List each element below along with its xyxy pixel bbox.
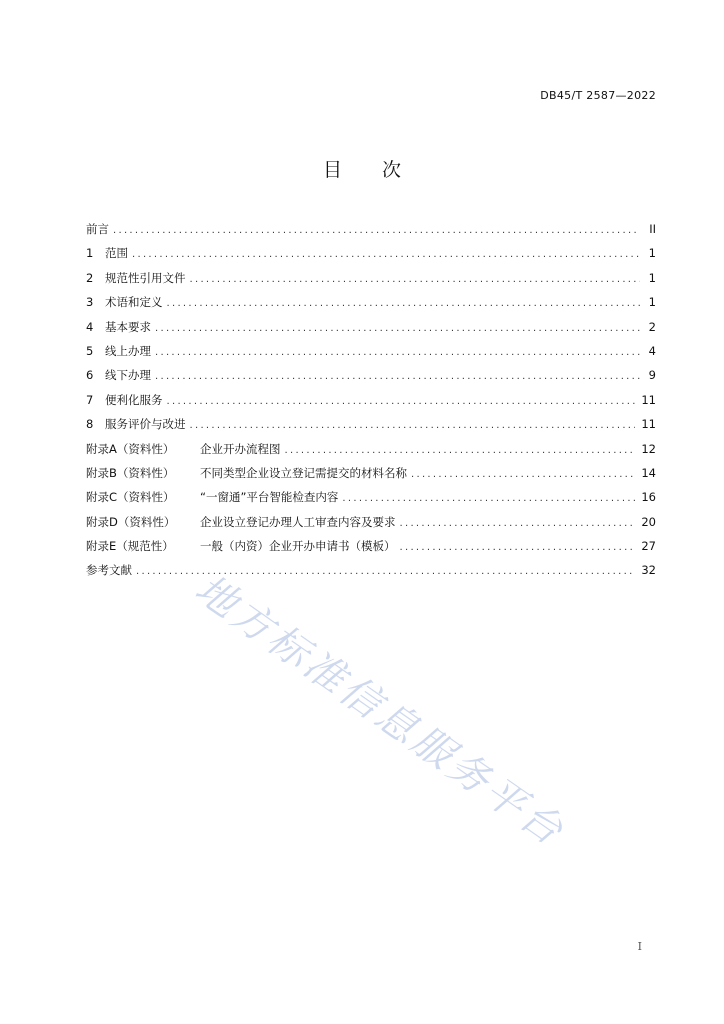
- toc-entry-number: 5: [86, 343, 94, 358]
- toc-entry-page: 4: [648, 343, 656, 358]
- document-code: DB45/T 2587—2022: [540, 89, 656, 102]
- toc-entry-title: 线上办理: [105, 343, 151, 358]
- toc-title: 目次: [322, 159, 441, 181]
- toc-entry-title: 基本要求: [105, 319, 151, 334]
- toc-entry-number: 7: [86, 392, 94, 407]
- toc-entry-number: 1: [86, 246, 94, 261]
- toc-entry-page: 11: [641, 417, 656, 432]
- dot-leader: [190, 414, 636, 438]
- watermark: 地方标准信息服务平台: [186, 565, 574, 856]
- page-number: I: [637, 940, 642, 953]
- toc-entry-number: 6: [86, 368, 94, 383]
- toc-entry-page: 11: [641, 392, 656, 407]
- toc-entry-page: 9: [648, 368, 656, 383]
- toc-entry-title: 便利化服务: [105, 392, 163, 407]
- dot-leader: [155, 317, 640, 341]
- toc-entry-3[interactable]: [86, 290, 656, 314]
- toc-entry-number: 3: [86, 295, 94, 310]
- toc-entry-8[interactable]: [86, 412, 656, 436]
- dot-leader: [167, 390, 636, 414]
- appendix-title: 不同类型企业设立登记需提交的材料名称: [200, 465, 407, 480]
- appendix-label: 附录D（资料性）: [86, 514, 176, 529]
- appendix-label: 附录B（资料性）: [86, 465, 175, 480]
- dot-leader: [411, 463, 635, 487]
- toc-entry-2[interactable]: [86, 266, 656, 290]
- appendix-label: 附录E（规范性）: [86, 539, 174, 554]
- toc-entry-page: II: [649, 222, 656, 236]
- toc-entry-7[interactable]: [86, 388, 656, 412]
- dot-leader: [155, 341, 640, 365]
- toc-entry-page: 16: [641, 490, 656, 505]
- toc-entry-page: 27: [641, 539, 656, 554]
- toc-entry-title: 服务评价与改进: [105, 417, 186, 432]
- table-of-contents: [86, 217, 656, 583]
- toc-entry-title: 参考文献: [86, 563, 132, 578]
- toc-entry-page: 1: [648, 246, 656, 261]
- appendix-title: 企业开办流程图: [200, 441, 281, 456]
- dot-leader: [342, 487, 635, 511]
- appendix-title: “一窗通”平台智能检查内容: [200, 490, 339, 505]
- dot-leader: [285, 439, 636, 463]
- toc-entry-foreword[interactable]: [86, 217, 656, 241]
- toc-entry-page: 1: [648, 270, 656, 285]
- toc-entry-1[interactable]: [86, 241, 656, 265]
- toc-entry-page: 32: [641, 563, 656, 578]
- dot-leader: [400, 536, 636, 560]
- toc-appendix-d[interactable]: [86, 510, 656, 534]
- toc-entry-5[interactable]: [86, 339, 656, 363]
- toc-entry-title: 线下办理: [105, 368, 151, 383]
- toc-entry-title: 规范性引用文件: [105, 270, 186, 285]
- dot-leader: [113, 219, 640, 243]
- toc-entry-6[interactable]: [86, 363, 656, 387]
- dot-leader: [155, 365, 640, 389]
- toc-entry-page: 1: [648, 295, 656, 310]
- toc-entry-number: 8: [86, 417, 94, 432]
- toc-entry-title: 范围: [105, 246, 128, 261]
- toc-entry-title: 前言: [86, 222, 109, 236]
- toc-entry-number: 2: [86, 270, 94, 285]
- toc-appendix-e[interactable]: [86, 534, 656, 558]
- dot-leader: [132, 243, 640, 267]
- toc-entry-4[interactable]: [86, 315, 656, 339]
- appendix-title: 一般（内资）企业开办申请书（模板）: [200, 539, 396, 554]
- toc-entry-page: 12: [641, 441, 656, 456]
- toc-entry-page: 20: [641, 514, 656, 529]
- toc-appendix-c[interactable]: [86, 485, 656, 509]
- dot-leader: [400, 512, 636, 536]
- appendix-title: 企业设立登记办理人工审查内容及要求: [200, 514, 396, 529]
- toc-entry-page: 2: [648, 319, 656, 334]
- appendix-label: 附录A（资料性）: [86, 441, 175, 456]
- dot-leader: [190, 268, 641, 292]
- toc-entry-page: 14: [641, 465, 656, 480]
- toc-appendix-b[interactable]: [86, 461, 656, 485]
- appendix-label: 附录C（资料性）: [86, 490, 175, 505]
- toc-entry-references[interactable]: [86, 558, 656, 582]
- toc-entry-title: 术语和定义: [105, 295, 163, 310]
- dot-leader: [167, 292, 641, 316]
- toc-entry-number: 4: [86, 319, 94, 334]
- toc-appendix-a[interactable]: [86, 437, 656, 461]
